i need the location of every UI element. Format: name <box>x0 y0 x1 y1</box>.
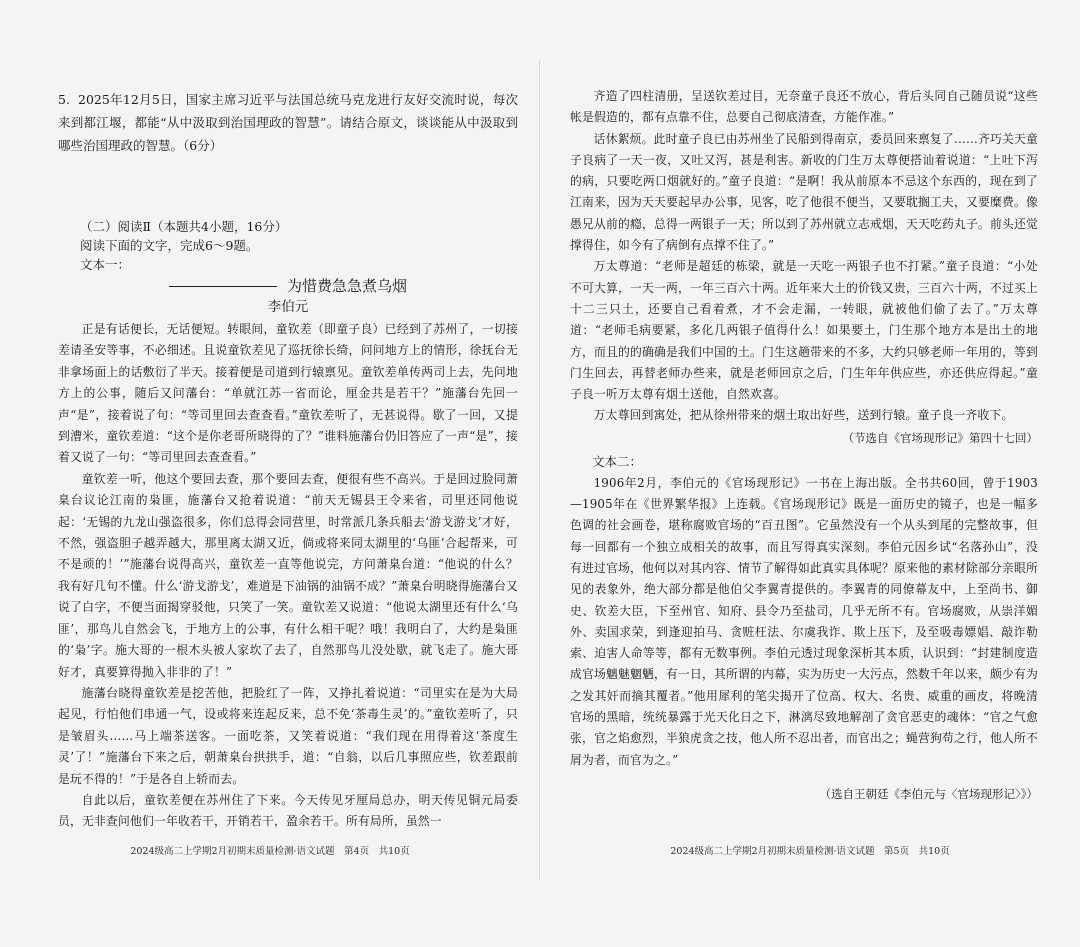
story-paragraph: 施藩台晓得童钦差是挖苦他，把脸红了一阵，又挣扎着说道：“司里实在是为大局起见，行怕他们串通一气，设或将来连起反来，总不免‘茶毒生灵’的。”童钦差听了，只是皱眉头……马上端茶送客。一面吃茶，又笑着说道：“我们现在用得着这‘茶度生灵’了！”施藩台下来之后，朝萧臬台拱拱手，道：“自翁，以后几事照应些，钦差跟前是玩不得的！”于是各自上轿而去。 <box>58 685 518 786</box>
story-paragraph: 童钦差一听，他这个要回去查，那个要回去查，便很有些不高兴。于是回过脸同萧臬台议论江南的枭匪，施藩台又抢着说道：“前天无锡县王令来省，司里还同他说起：‘无锡的九龙山强盗很多，你们总得会同营里，时常派几条兵船去‘游戈游戈’才好，不然，强盗胆子越弄越大，那里离太湖又近，倘或将来同太湖里的‘乌匪’合起帮来，可不是顽的！’”施藩台说得高兴，童钦差一直等他说完，方问萧臬台道：“他说的什么？我有好几句不懂。什么‘游戈游戈’，难道是下油锅的油锅不成？”萧臬台明晓得施藩台又说了白字，不便当面揭穿驳他，只笑了一笑。童钦差又说道：“他说太湖里还有什么‘乌匪’，那鸟儿自然会飞，于地方上的公事，有什么相干呢？哦！我明白了，大约是枭匪的‘枭’字。施大哥的一根木头被人家坎了去了，自然那鸟儿没处歇，就飞走了。施大哥好才，真要算得抛入非非的了！” <box>58 471 518 679</box>
text1-label: 文本一： <box>80 257 131 272</box>
left-page-footer: 2024级高二上学期2月初期末质量检测·语文试题 第4页 共10页 <box>130 846 410 857</box>
story-paragraph: 正是有话便长，无话便短。转眼间，童钦差（即童子良）已经到了苏州了，一切接差请圣安等事，不必细述。且说童钦差见了巡抚徐长绮，问问地方上的情形，徐抚台无非拿场面上的话敷衍了半天。接着便是司道到行辕禀见。童钦差单传两司上去，先问地方上的公事，随后又问藩台：“单就江苏一省而论，厘金共是若干？”施藩台先回一声“是”，接着说了句：“等司里回去查查看。”童钦差听了，无甚说得。歇了一回，又提到漕米，童钦差道：“这个是你老哥所晓得的了？”谁料施藩台仍旧答应了一声“是”，接着又说了一句：“等司里回去查查看。” <box>58 322 518 465</box>
text2-paragraph: 1906年2月，李伯元的《官场现形记》一书在上海出版。全书共60回，曾于1903—1905年在《世界繁华报》上连载。《官场现形记》既是一面历史的镜子，也是一幅多色调的社会画卷，堪称腐败官场的“百丑图”。它虽然没有一个从头到尾的完整故事，但每一回都有一个独立成相关的故事，而且写得真实深刻。李伯元因乡试“名落孙山”，没有进过官场，他何以对其内容、情节了解得如此真实具体呢？原来他的素材除部分亲眼所见的表象外，绝大部分都是他伯父李翼青提供的。李翼青的同僚幕友中，上至尚书、御史、钦差大臣，下至州官、知府、县令乃至盐司，几乎无所不有。官场腐败，从崇洋媚外、卖国求荣，到逢迎拍马、贪赃枉法、尔虞我诈、欺上压下，及至吸毒嫖娼、敲诈勒索、迫害人命等等，都有无数事例。李伯元透过现象深析其本质，认识到：“封建制度造成官场魑魅魍魉，有一日，其所谓的内幕，实为历史一大污点，然数千年以来，颇少有为之发其奸而摘其覆者。”他用犀利的笔尖揭开了位高、权大、名贵、威重的画皮，将晚清官场的黑暗，统统暴露于光天化日之下，淋漓尽致地解剖了贪官恶吏的魂体：“官之气愈张，官之焰愈烈，半狼虎贪之技，他人所不忍出者，而官出之；蝇营狗苟之行，他人所不屑为者，而官为之。” <box>570 475 1038 767</box>
story-author: 李伯元 <box>267 299 309 315</box>
section-instruction: 阅读下面的文字，完成6～9题。 <box>80 238 259 253</box>
question-5 <box>58 88 518 157</box>
story-paragraph: 万太尊道：“老师是超廷的栋梁，就是一天吃一两银子也不打紧。”童子良道：“小处不可大算，一天一两，一年三百六十两。近年来大土的价钱又贵，三百六十两，不过买上十二三只土，还要自己看着煮，才不会走漏，一转眼，就被他们偷了去了。”万太尊道：“老师毛病要紧，多化几两银子值得什么！如果要土，门生那个地方本是出土的地方，而且的的确确是我们中国的土。门生这趟带来的不多，大约只够老师一年用的，等到门生回去，再替老师办些来，就是老师回京之后，门生年年供应些，亦还供应得起。”童子良一听万太尊有烟土送他，自然欢喜。 <box>570 259 1038 402</box>
story-title-row <box>58 276 518 297</box>
story-paragraph: 话休絮烦。此时童子良已由苏州坐了民船到得南京，委员回来禀复了……齐巧关天童子良病了一天一夜，又吐又泻，甚是利害。新收的门生万太尊便搭讪着说道：“上吐下泻的病，只要吃两口烟就好的。”童子良道：“是啊！我从前原本不忌这个东西的，现在到了江南来，因为天天要起早办公事，见客，吃了他很不便当，又要耽搁工夫，又要糜费。像愚兄从前的瘾，总得一两银子一天；所以到了苏州就立志戒烟，天天吃药丸子。前头还觉撑得住，如今有了病倒有点撑不住了。” <box>570 131 1038 253</box>
story-paragraph: 齐造了四柱清册，呈送钦差过目，无奈童子良还不放心，背后头同自己随员说“这些帐是假造的，都有点靠不住，总要自己彻底清查，方能作准。” <box>570 89 1038 125</box>
question-number: 5. <box>58 92 70 107</box>
right-page-footer: 2024级高二上学期2月初期末质量检测·语文试题 第5页 共10页 <box>670 846 950 857</box>
text2-source: （选自王朝廷《李伯元与〈官场现形记〉》） <box>819 786 1038 801</box>
question-text: 2025年12月5日，国家主席习近平与法国总统马克龙进行友好交流时说，每次来到都江堰，都能“从中汲取到治国理政的智慧”。请结合原文，谈谈能从中汲取到哪些治国理政的智慧。（6分） <box>58 92 518 153</box>
title-blank-line <box>169 286 277 287</box>
story-title: 为惜费急急煮乌烟 <box>286 277 407 295</box>
section-heading: （二）阅读Ⅱ（本题共4小题，16分） <box>80 219 288 234</box>
text2-label: 文本二： <box>592 453 643 469</box>
story-paragraph: 万太尊回到寓处，把从徐州带来的烟土取出好些，送到行辕。童子良一齐收下。 <box>593 408 1014 423</box>
right-page <box>540 0 1080 947</box>
text1-source: （节选自《官场现形记》第四十七回） <box>842 430 1038 445</box>
story-paragraph: 自此以后，童钦差便在苏州住了下来。今天传见牙厘局总办，明天传见铜元局委员，无非查问他们一年收若干，开销若干，盈余若干。所有局所，虽然一 <box>58 792 518 829</box>
